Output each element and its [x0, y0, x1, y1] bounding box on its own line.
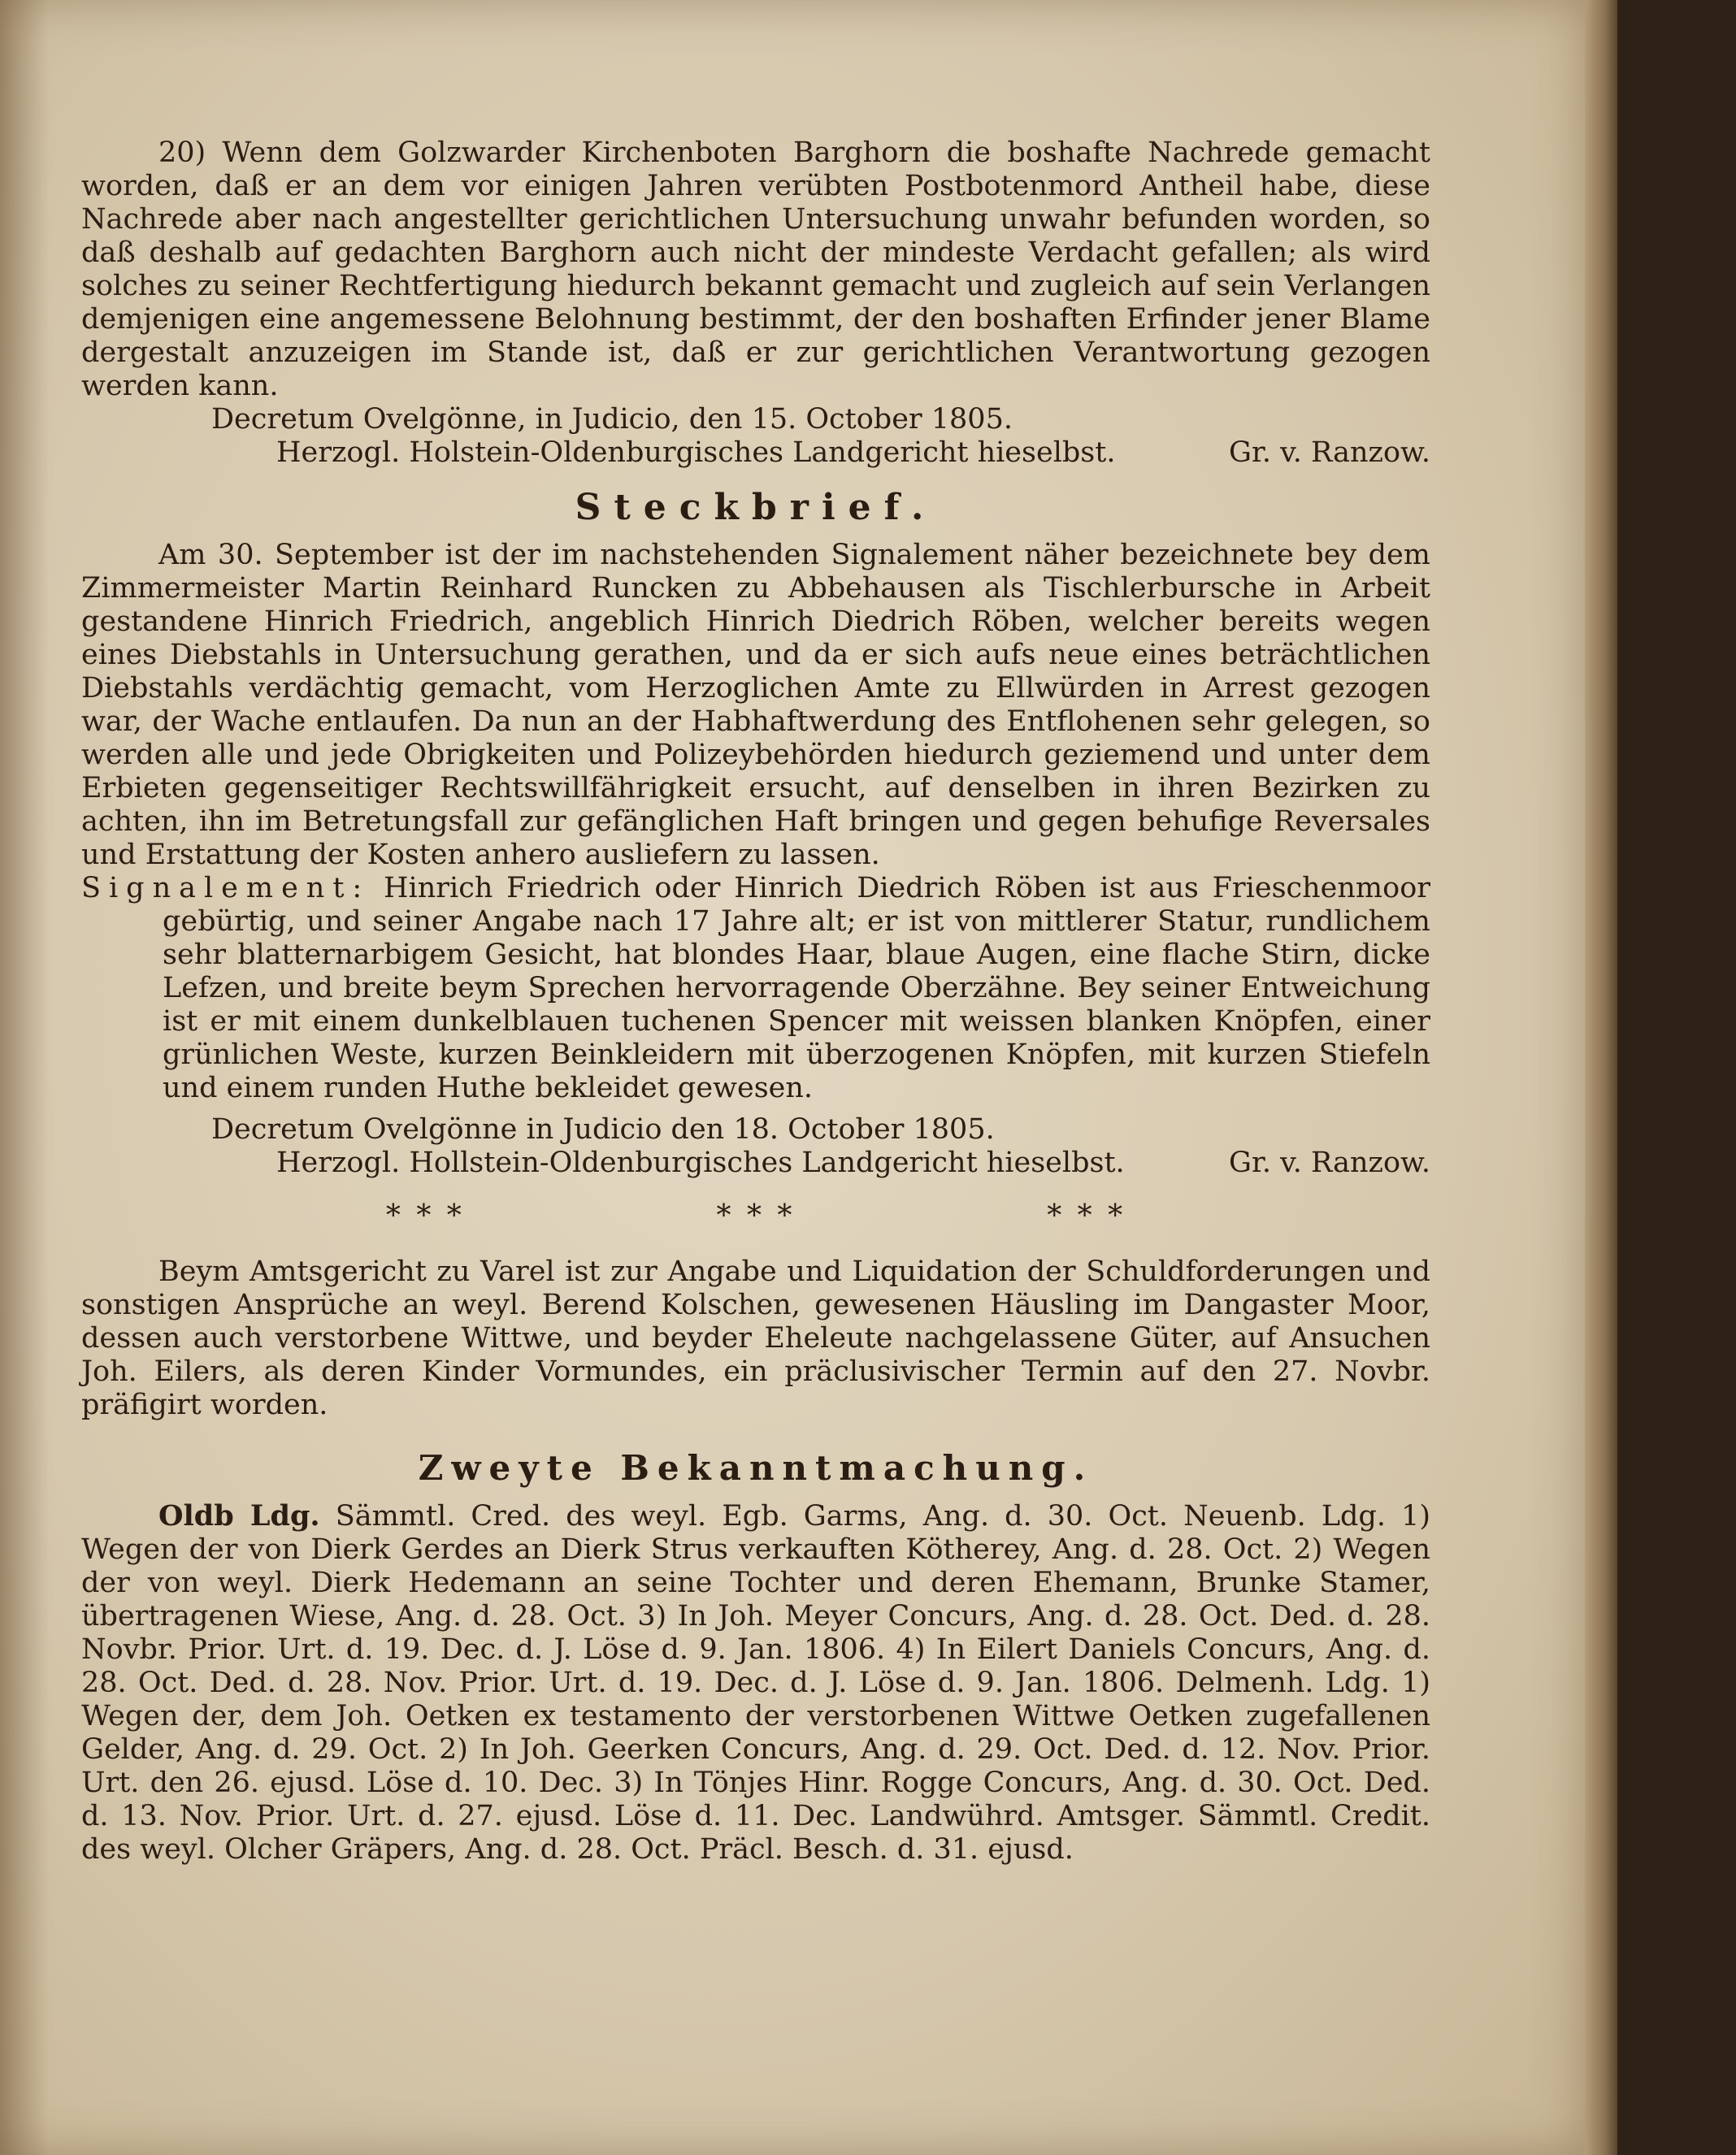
- section-title-zweyte-bekanntmachung: Zweyte Bekanntmachung.: [418, 1448, 1094, 1488]
- page-edge: [1585, 0, 1617, 2155]
- zweyte-text: Sämmtl. Cred. des weyl. Egb. Garms, Ang. d. 30. Oct. Neuenb. Ldg. 1) Wegen der von Dierk Gerdes an Dierk Strus verkauften Kötherey, Ang. d. 28. Oct. 2) Wegen der von weyl. Dierk Hedemann an seine Tochter und deren Ehemann, Brunke Stamer, übertragenen Wiese, Ang. d. 28. Oct. 3) In Joh. Meyer Concurs, Ang. d. 28. Oct. Ded. d. 28. Novbr. Prior. Urt. d. 19. Dec. d. J. Löse d. 9. Jan. 1806. 4) In Eilert Daniels Concurs, Ang. d. 28. Oct. Ded. d. 28. Nov. Prior. Urt. d. 19. Dec. d. J. Löse d. 9. Jan. 1806. Delmenh. Ldg. 1) Wegen der, dem Joh. Oetken ex testamento der verstorbenen Wittwe Oetken zugefallenen Gelder, Ang. d. 29. Oct. 2) In Joh. Geerken Concurs, Ang. d. 29. Oct. Ded. d. 12. Nov. Prior. Urt. den 26. ejusd. Löse d. 10. Dec. 3) In Tönjes Hinr. Rogge Concurs, Ang. d. 30. Oct. Ded. d. 13. Nov. Prior. Urt. d. 27. ejusd. Löse d. 11. Dec. Landwührd. Amtsger. Sämmtl. Credit. des weyl. Olcher Gräpers, Ang. d. 28. Oct. Präcl. Besch. d. 31. ejusd.: [81, 1500, 1430, 1866]
- zweyte-bekanntmachung-paragraph: [81, 1499, 1430, 1867]
- notice-barghorn-decree: Decretum Ovelgönne, in Judicio, den 15. October 1805.: [211, 403, 1013, 436]
- court-name: Herzogl. Hollstein-Oldenburgisches Landgericht hieselbst.: [276, 1147, 1125, 1179]
- steckbrief-decree: Decretum Ovelgönne in Judicio den 18. October 1805.: [211, 1113, 995, 1146]
- page-content: [81, 137, 1430, 1867]
- section-title-steckbrief: Steckbrief.: [575, 487, 937, 528]
- zweyte-lead: Oldb Ldg.: [158, 1499, 320, 1533]
- asterism: * * *: [385, 1199, 465, 1233]
- varel-notice-text: Beym Amtsgericht zu Varel ist zur Angabe und Liquidation der Schuldforderungen und sonstigen Ansprüche an weyl. Berend Kolschen, gewesenen Häusling im Dangaster Moor, dessen auch verstorbene Wittwe, und beyder Eheleute nachgelassene Güter, auf Ansuchen Joh. Eilers, als deren Kinder Vormundes, ein präclusivischer Termin auf den 27. Novbr. präfigirt worden.: [81, 1255, 1430, 1421]
- signature: Gr. v. Ranzow.: [1229, 1147, 1430, 1179]
- background-binding: [1617, 0, 1736, 2155]
- court-name: Herzogl. Holstein-Oldenburgisches Landgericht hieselbst.: [276, 436, 1116, 469]
- notice-barghorn-signature-line: [81, 436, 1430, 470]
- section-divider-asterisks: [81, 1180, 1430, 1255]
- steckbrief-signature-line: [81, 1147, 1430, 1180]
- signalement-label: Signalement:: [81, 872, 371, 904]
- signature: Gr. v. Ranzow.: [1229, 436, 1430, 469]
- steckbrief-text: Am 30. September ist der im nachstehenden Signalement näher bezeichnete bey dem Zimmermeister Martin Reinhard Runcken zu Abbehausen als Tischlerbursche in Arbeit gestandene Hinrich Friedrich, angeblich Hinrich Diedrich Röben, welcher bereits wegen eines Diebstahls in Untersuchung gerathen, und da er sich aufs neue eines beträchtlichen Diebstahls verdächtig gemacht, vom Herzoglichen Amte zu Ellwürden in Arrest gezogen war, der Wache entlaufen. Da nun an der Habhaftwerdung des Entflohenen sehr gelegen, so werden alle und jede Obrigkeiten und Polizeybehörden hiedurch geziemend und unter dem Erbieten gegenseitiger Rechtswillfährigkeit ersucht, auf denselben in ihren Bezirken zu achten, ihn im Betretungsfall zur gefänglichen Haft bringen und gegen behufige Reversales und Erstattung der Kosten anhero ausliefern zu lassen.: [81, 539, 1430, 871]
- asterism: * * *: [1047, 1199, 1126, 1233]
- signalement-paragraph: [81, 872, 1430, 1105]
- notice-barghorn-text: 20) Wenn dem Golzwarder Kirchenboten Barghorn die boshafte Nachrede gemacht worden, daß er an dem vor einigen Jahren verübten Postbotenmord Antheil habe, diese Nachrede aber nach angestellter gerichtlichen Untersuchung unwahr befunden worden, so daß deshalb auf gedachten Barghorn auch nicht der mindeste Verdacht gefallen; als wird solches zu seiner Rechtfertigung hiedurch bekannt gemacht und zugleich auf sein Verlangen demjenigen eine angemessene Belohnung bestimmt, der den boshaften Erfinder jener Blame dergestalt anzuzeigen im Stande ist, daß er zur gerichtlichen Verantwortung gezogen werden kann.: [81, 137, 1430, 402]
- binding-shadow: [0, 0, 49, 2155]
- asterism: * * *: [716, 1199, 796, 1233]
- signalement-text: Hinrich Friedrich oder Hinrich Diedrich Röben ist aus Frieschenmoor gebürtig, und seiner Angabe nach 17 Jahre alt; er ist von mittlerer Statur, rundlichem sehr blatternarbigem Gesicht, hat blondes Haar, blaue Augen, eine flache Stirn, dicke Lefzen, und breite beym Sprechen hervorragende Oberzähne. Bey seiner Entweichung ist er mit einem dunkelblauen tuchenen Spencer mit weissen blanken Knöpfen, einer grünlichen Weste, kurzen Beinkleidern mit überzogenen Knöpfen, mit kurzen Stiefeln und einem runden Huthe bekleidet gewesen.: [163, 872, 1430, 1104]
